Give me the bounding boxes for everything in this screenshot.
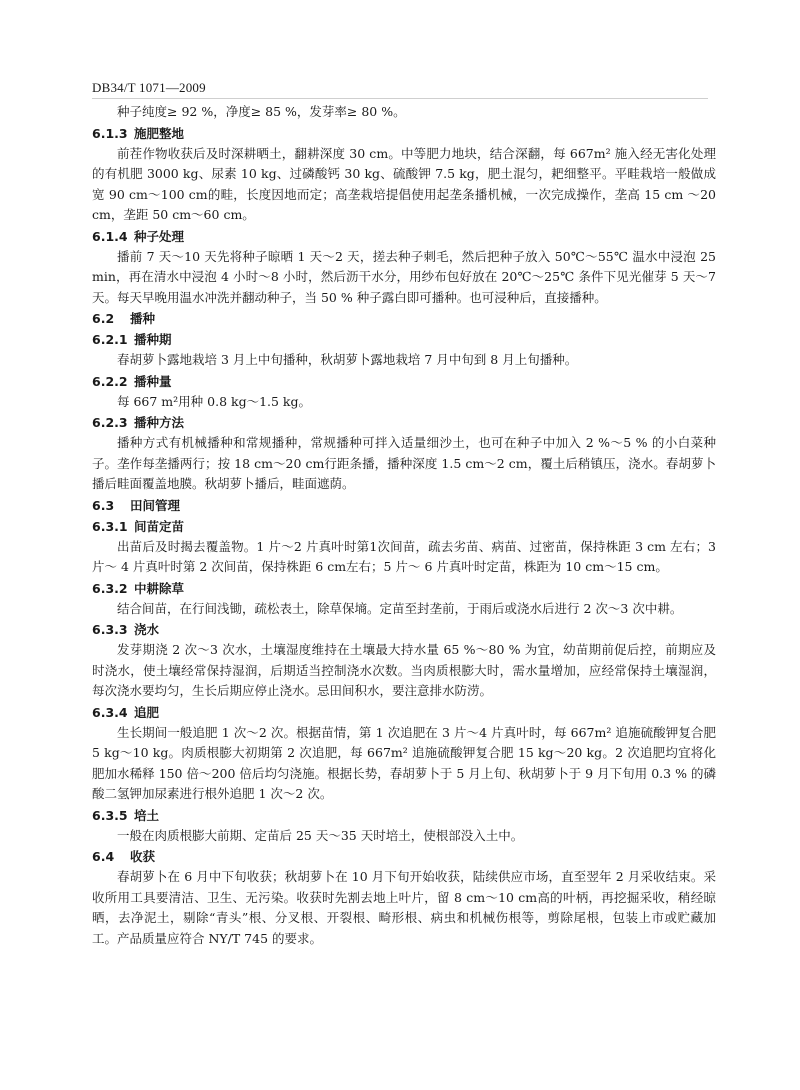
heading-6-2-1: [92, 329, 716, 350]
heading-number: 6.4: [92, 849, 115, 864]
heading-number: 6.3.5: [92, 807, 128, 823]
heading-number: 6.1.4: [92, 228, 128, 244]
heading-number: 6.3.2: [92, 580, 128, 596]
paragraph-watering: 发芽期浇 2 次～3 次水，土壤湿度维持在土壤最大持水量 65 %～80 % 为宜，幼苗期前促后控，前期应及时浇水，使土壤经常保持湿润，后期适当控制浇水次数。当肉质根膨大时，需水量增加，应经常保持土壤湿润，每次浇水要均匀，生长后期应停止浇水。忌田间积水，要注意排水防涝。: [92, 642, 716, 698]
heading-title: 间苗定苗: [134, 518, 185, 534]
heading-title: 播种: [130, 311, 156, 326]
heading-number: 6.3.3: [92, 622, 128, 637]
heading-title: 追肥: [134, 704, 160, 720]
paragraph-seed-quality: 种子纯度≥ 92 %，净度≥ 85 %，发芽率≥ 80 %。: [117, 104, 406, 119]
heading-title: 播种方法: [134, 415, 185, 430]
heading-number: 6.2.2: [92, 373, 128, 389]
paragraph-sowing-method: 播种方式有机械播种和常规播种，常规播种可拌入适量细沙土，也可在种子中加入 2 %～5 % 的小白菜种子。垄作每垄播两行；按 18 cm～20 cm行距条播，播种深度 1.5 cm～2 cm，覆土后稍镇压，浇水。春胡萝卜播后畦面覆盖地膜。秋胡萝卜播后，畦面遮荫。: [92, 435, 716, 491]
heading-title: 培土: [134, 807, 160, 823]
document-code: DB34/T 1071—2009: [92, 80, 206, 95]
heading-6-3-1: [92, 516, 716, 537]
heading-6-3-3: [92, 619, 716, 640]
heading-number: 6.2: [92, 311, 115, 326]
heading-number: 6.3.1: [92, 518, 128, 534]
heading-6-3-2: [92, 578, 716, 599]
heading-number: 6.3: [92, 497, 115, 513]
heading-title: 播种量: [134, 373, 172, 389]
paragraph-harvest: 春胡萝卜在 6 月中下旬收获；秋胡萝卜在 10 月下旬开始收获，陆续供应市场，直至翌年 2 月采收结束。采收所用工具要清洁、卫生、无污染。收获时先割去地上叶片，留 8 cm～10 cm高的叶柄，再挖掘采收，稍经晾晒，去净泥土，剔除“青头”根、分叉根、开裂根、畸形根、病虫和机械伤根等，剪除尾根，包装上市或贮藏加工。产品质量应符合 NY/T 745 的要求。: [92, 869, 716, 946]
heading-6-4: [92, 846, 716, 867]
heading-title: 中耕除草: [134, 580, 185, 596]
heading-title: 田间管理: [130, 497, 181, 513]
heading-title: 种子处理: [134, 228, 185, 244]
paragraph-seed-treatment: 播前 7 天～10 天先将种子晾晒 1 天～2 天，搓去种子刺毛，然后把种子放入 50℃～55℃ 温水中浸泡 25 min，再在清水中浸泡 4 小时～8 小时，然后沥干水分，用纱布包好放在 20℃～25℃ 条件下见光催芽 5 天～7 天。每天早晚用温水冲洗并翻动种子，当 50 % 种子露白即可播种。也可浸种后，直接播种。: [92, 248, 716, 305]
heading-number: 6.1.3: [92, 125, 128, 141]
heading-title: 施肥整地: [134, 125, 185, 141]
heading-6-2-2: [92, 371, 716, 392]
paragraph-sowing-period: 春胡萝卜露地栽培 3 月上中旬播种，秋胡萝卜露地栽培 7 月中旬到 8 月上旬播种。: [117, 352, 578, 367]
header-divider: [92, 98, 708, 99]
paragraph-thinning: 出苗后及时揭去覆盖物。1 片～2 片真叶时第1次间苗，疏去劣苗、病苗、过密苗，保持株距 3 cm 左右；3 片～ 4 片真叶时第 2 次间苗，保持株距 6 cm左右；5 片～ 6 片真叶时定苗，株距为 10 cm～15 cm。: [92, 538, 716, 574]
heading-6-2-3: [92, 412, 716, 433]
paragraph-fertilizing: 前茬作物收获后及时深耕晒土，翻耕深度 30 cm。中等肥力地块，结合深翻，每 667m² 施入经无害化处理的有机肥 3000 kg、尿素 10 kg、过磷酸钙 30 kg、硫酸钾 7.5 kg，肥土混匀，耙细整平。平畦栽培一般做成宽 90 cm～100 cm的畦，长度因地而定；高垄栽培提倡使用起垄条播机械，一次完成操作，垄高 15 cm ～20 cm，垄距 50 cm～60 cm。: [92, 145, 716, 222]
heading-6-3-4: [92, 702, 716, 723]
paragraph-top-dressing: 生长期间一般追肥 1 次～2 次。根据苗情，第 1 次追肥在 3 片～4 片真叶时，每 667m² 追施硫酸钾复合肥 5 kg～10 kg。肉质根膨大初期第 2 次追肥，每 667m² 追施硫酸钾复合肥 15 kg～20 kg。2 次追肥均宜将化肥加水稀释 150 倍～200 倍后均匀浇施。根据长势，春胡萝卜于 5 月上旬、秋胡萝卜于 9 月下旬用 0.3 % 的磷酸二氢钾加尿素进行根外追肥 1 次～2 次。: [92, 724, 716, 801]
heading-6-3-5: [92, 805, 716, 826]
heading-number: 6.2.3: [92, 415, 128, 430]
heading-6-2: [92, 308, 716, 329]
paragraph-earthing-up: 一般在肉质根膨大前期、定苗后 25 天～35 天时培土，使根部没入土中。: [117, 827, 524, 843]
heading-number: 6.3.4: [92, 704, 128, 720]
heading-number: 6.2.1: [92, 332, 128, 347]
document-body: [92, 102, 716, 949]
heading-title: 播种期: [134, 332, 172, 347]
paragraph-weeding: 结合间苗，在行间浅锄，疏松表土，除草保墒。定苗至封垄前，于雨后或浇水后进行 2 次～3 次中耕。: [117, 600, 683, 616]
heading-title: 收获: [130, 849, 156, 864]
heading-6-1-3: [92, 123, 716, 144]
heading-title: 浇水: [134, 622, 160, 637]
heading-6-3: [92, 495, 716, 516]
paragraph-sowing-amount: 每 667 m²用种 0.8 kg～1.5 kg。: [117, 393, 312, 409]
heading-6-1-4: [92, 226, 716, 247]
